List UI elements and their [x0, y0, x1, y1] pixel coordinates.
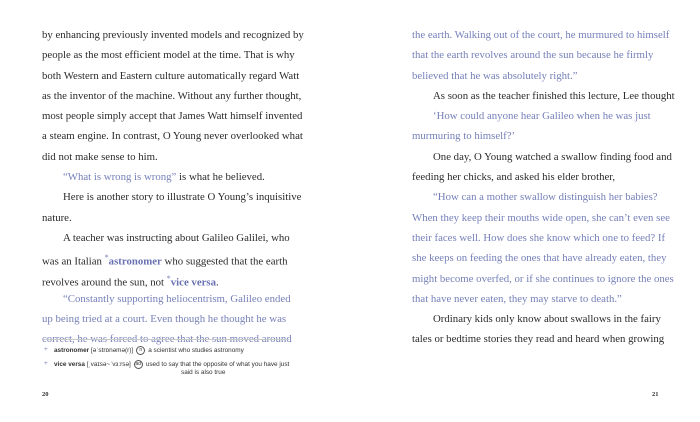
text-run: When they keep their mouths wide open, she can’t even see: [412, 211, 670, 224]
text-run: A teacher was instructing about Galileo Galilei, who: [63, 231, 290, 244]
footnote-marker: *: [166, 273, 171, 283]
footnote-marker: *: [104, 253, 109, 263]
left-text-line: [42, 147, 287, 167]
footnote-entry: [42, 360, 292, 378]
footnote-pronunciation: [əˈstrɒnəmə(r)]: [90, 347, 134, 355]
text-run: ‘How could anyone hear Galileo when he was just: [433, 110, 651, 123]
footnote-pronunciation: [ˌvaɪsə~ˈvɜːrsə]: [86, 360, 131, 368]
text-run: their faces well. How does she know which one to feed? If: [412, 231, 666, 244]
left-text-line: [42, 106, 303, 126]
text-run: revolves around the sun, not: [42, 276, 167, 289]
right-text-line: [412, 147, 672, 167]
right-page: [350, 0, 700, 422]
text-run: is what he believed.: [176, 171, 265, 184]
text-run: nature.: [42, 211, 72, 224]
text-run: she keeps on feeding the ones that have already eaten, they: [412, 252, 667, 265]
left-text-line: [42, 45, 295, 65]
text-run: feeding her chicks, and asked his elder brother,: [412, 171, 616, 184]
right-text-line: [412, 289, 659, 309]
footnote-entry: [42, 346, 292, 356]
right-text-line: [412, 106, 659, 126]
page-number-right: 21: [652, 391, 659, 398]
text-run: Here is another story to illustrate O Young’s inquisitive: [63, 191, 302, 204]
text-run: people as the most efficient model at the time. That is why: [42, 49, 295, 62]
right-text-line: [412, 126, 659, 146]
left-text-line: [42, 167, 287, 187]
footnote-part-of-speech: n: [136, 346, 145, 355]
footnote-definition: used to say that the opposite of what you have just: [145, 360, 290, 368]
left-page-body: [42, 25, 304, 350]
left-text-line: [42, 25, 304, 45]
right-text-line: [412, 208, 670, 228]
right-text-line: [412, 45, 659, 65]
right-text-line: [412, 187, 659, 207]
text-run: “What is wrong is wrong”: [63, 171, 177, 184]
glossary-term: astronomer: [108, 255, 162, 268]
left-text-line: [42, 66, 300, 86]
footnote-part-of-speech: ad: [135, 360, 142, 367]
left-text-line: [42, 309, 287, 329]
left-text-line: [42, 208, 287, 228]
right-text-line: [412, 86, 675, 106]
footnote-bullet: +: [44, 359, 48, 367]
footnote-definition: a scientist who studies astronomy: [148, 347, 244, 355]
right-text-line: [412, 269, 674, 289]
left-text-line: [42, 269, 287, 289]
text-run: who suggested that the earth: [161, 255, 288, 268]
footnotes: [42, 346, 292, 382]
text-run: One day, O Young watched a swallow finding food and: [433, 150, 672, 163]
left-text-line: [42, 187, 302, 207]
footnote-word: vice versa: [54, 360, 85, 368]
text-run: murmuring to himself?’: [412, 130, 516, 143]
left-text-line: [42, 248, 287, 268]
text-run: As soon as the teacher finished this lecture, Lee thought: [433, 89, 675, 102]
text-run: was an Italian: [42, 255, 105, 268]
text-run: that the earth revolves around the sun because he firmly: [412, 49, 654, 62]
text-run: believed that he was absolutely right.”: [412, 69, 578, 82]
text-run: might become overfed, or if she continues to ignore the ones: [412, 272, 674, 285]
footnote-definition-cont: said is also true: [181, 369, 226, 377]
right-text-line: [412, 167, 659, 187]
text-run: a steam engine. In contrast, O Young never overlooked what: [42, 130, 303, 143]
text-run: the earth. Walking out of the court, he murmured to himself: [412, 29, 670, 41]
left-text-line: [42, 86, 302, 106]
left-text-line: [42, 289, 291, 309]
text-run: by enhancing previously invented models and recognized by: [42, 29, 304, 41]
right-text-line: [412, 66, 659, 86]
text-run: most people simply accept that James Watt himself invented: [42, 110, 303, 123]
footnote-bullet: +: [44, 346, 48, 353]
text-run: that have never eaten, they may starve to death.”: [412, 292, 622, 305]
footnote-divider: [42, 339, 289, 340]
right-text-line: [412, 248, 667, 268]
text-run: as the inventor of the machine. Without any further thought,: [42, 89, 302, 102]
right-text-line: [412, 329, 665, 349]
text-run: did not make sense to him.: [42, 150, 158, 163]
right-text-line: [412, 228, 666, 248]
text-run: tales or bedtime stories they read and heard when growing: [412, 333, 665, 346]
text-run: “Constantly supporting heliocentrism, Galileo ended: [63, 292, 291, 305]
right-text-line: [412, 25, 670, 45]
glossary-term: vice versa: [170, 276, 217, 289]
text-run: up being tried at a court. Even though he thought he was: [42, 313, 287, 326]
page-number-left: 20: [42, 391, 49, 398]
text-run: both Western and Eastern culture automatically regard Watt: [42, 69, 300, 82]
text-run: Ordinary kids only know about swallows in the fairy: [433, 313, 661, 326]
left-text-line: [42, 228, 290, 248]
text-run: correct, he was forced to agree that the sun moved around: [42, 333, 292, 346]
right-text-line: [412, 309, 659, 329]
footnote-word: astronomer: [54, 347, 90, 355]
right-page-body: [412, 25, 675, 350]
text-run: “How can a mother swallow distinguish her babies?: [433, 191, 658, 204]
text-run: .: [216, 276, 219, 289]
left-text-line: [42, 126, 303, 146]
